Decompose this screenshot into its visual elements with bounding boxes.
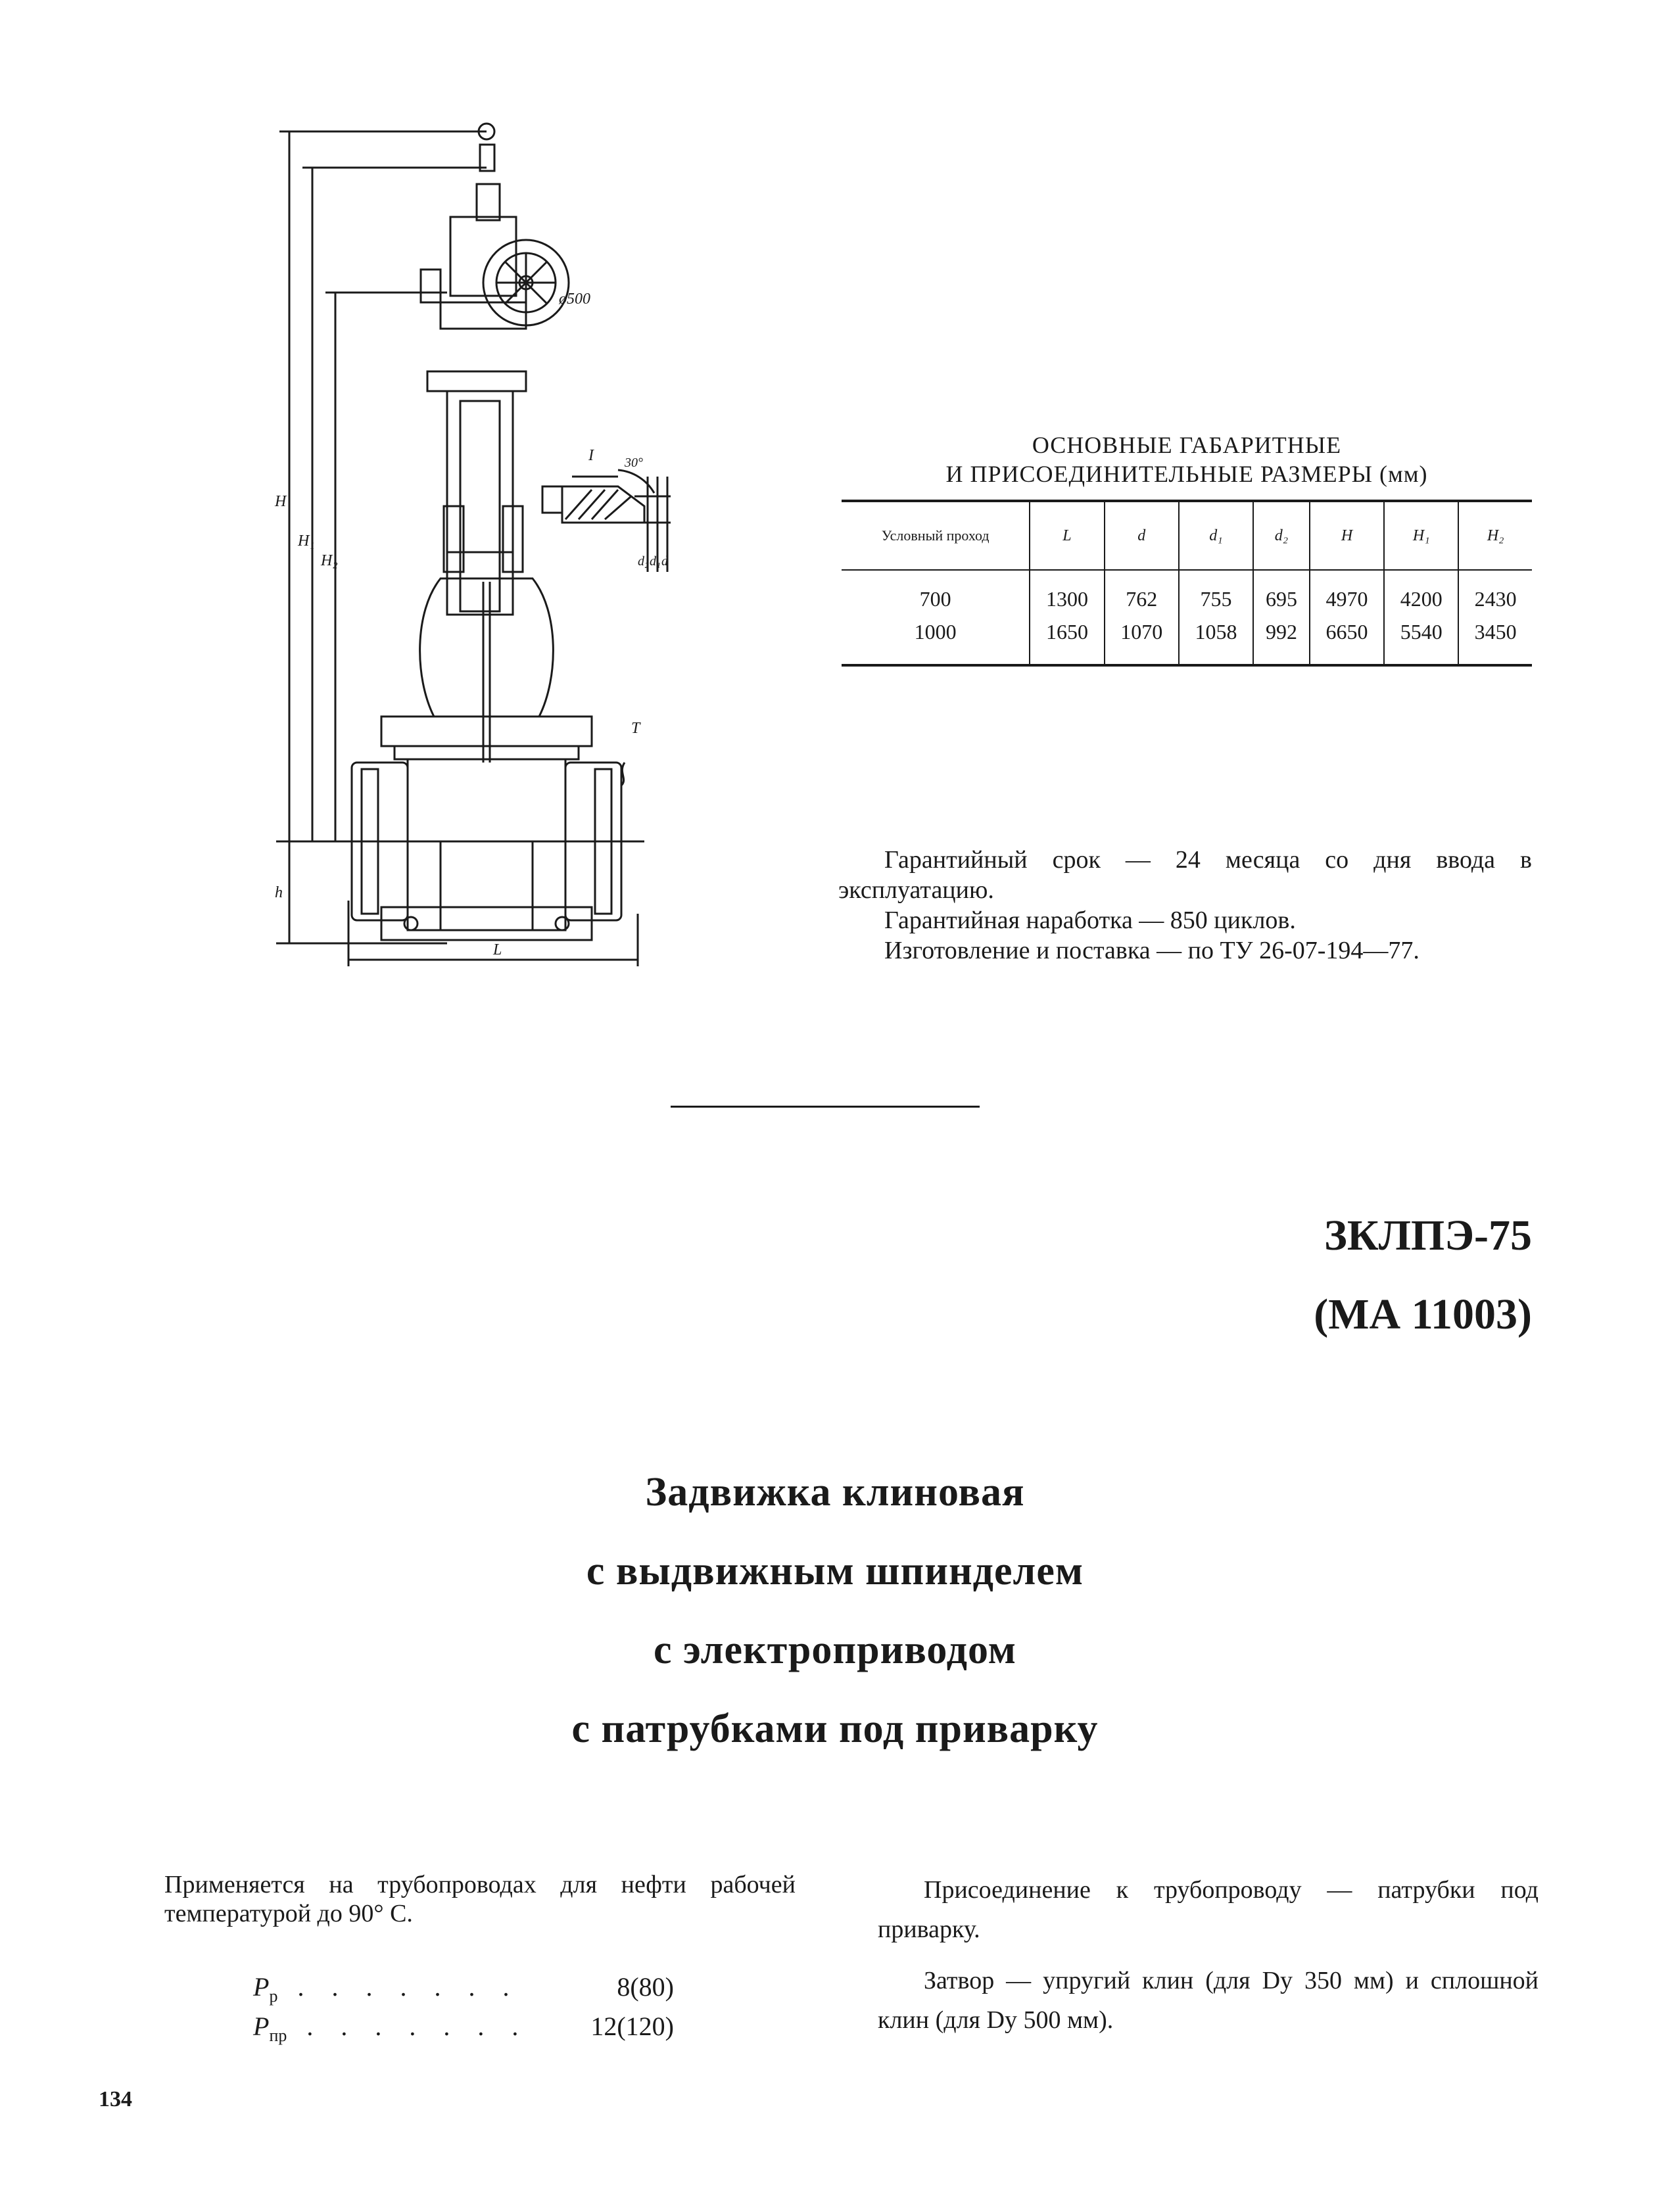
label-T: T — [631, 720, 640, 737]
table-cell: 1058 — [1179, 615, 1253, 665]
connection-text: Присоединение к трубопроводу — патрубки под приварку. — [878, 1876, 1539, 1943]
angle-label: 30° — [625, 456, 643, 470]
pressure-list — [253, 1972, 674, 2051]
valve-drawing-svg — [250, 112, 671, 986]
table-row — [842, 615, 1532, 665]
gate-text: Затвор — упругий клин (для Dу 350 мм) и сплошной клин (для Dу 500 мм). — [878, 1967, 1539, 2034]
leader-dots: . . . . . . . — [306, 2012, 529, 2041]
manufacture-spec: Изготовление и поставка — по ТУ 26-07-194—77. — [884, 937, 1420, 964]
label-h: h — [275, 884, 283, 901]
label-d1: d₁ — [650, 554, 661, 569]
pressure-row-working — [253, 1972, 674, 2012]
table-cell: 1650 — [1030, 615, 1104, 665]
table-cell: 762 — [1105, 570, 1179, 615]
title-line1: Задвижка клиновая — [645, 1470, 1025, 1515]
table-cell: 755 — [1179, 570, 1253, 615]
table-cell: 1300 — [1030, 570, 1104, 615]
table-cell: 6650 — [1310, 615, 1384, 665]
header-L: L — [1030, 501, 1104, 570]
table-header-row — [842, 501, 1532, 570]
table-title — [842, 431, 1532, 488]
header-d: d — [1105, 501, 1179, 570]
label-d: d — [661, 554, 668, 569]
model-code — [1314, 1196, 1532, 1354]
detail-label: I — [588, 447, 594, 464]
application-text: Применяется на трубопроводах для нефти рабочей температурой до 90° С. — [164, 1871, 796, 1927]
table-cell: 2430 — [1458, 570, 1532, 615]
diameter-label: ø500 — [559, 291, 590, 308]
table-cell: 700 — [919, 587, 951, 611]
model-code-alt: (МА 11003) — [1314, 1290, 1532, 1338]
title-line2: с выдвижным шпинделем — [586, 1549, 1084, 1593]
header-H1: H₁ — [1384, 501, 1458, 570]
warranty-notes — [838, 845, 1532, 966]
dimensions-table — [842, 500, 1532, 667]
label-H2: H₂ — [321, 552, 338, 569]
valve-drawing — [250, 112, 671, 986]
pressure-value: 12(120) — [590, 2012, 674, 2041]
warranty-cycles: Гарантийная наработка — 850 циклов. — [884, 906, 1296, 934]
pressure-row-test — [253, 2012, 674, 2051]
warranty-period: Гарантийный срок — 24 месяца со дня ввода в эксплуатацию. — [838, 846, 1532, 904]
title-line4: с патрубками под приварку — [571, 1706, 1099, 1751]
label-d2: d₂ — [638, 554, 649, 569]
section-divider — [671, 1106, 980, 1108]
table-cell: 4970 — [1310, 570, 1384, 615]
pressure-label: $P_{пр}$ — [253, 2012, 287, 2045]
table-cell: 4200 — [1384, 570, 1458, 615]
label-H1: H₁ — [298, 532, 315, 550]
table-cell: 1000 — [914, 620, 957, 644]
table-cell: 695 — [1253, 570, 1310, 615]
table-cell: 3450 — [1458, 615, 1532, 665]
right-column — [878, 1870, 1539, 2052]
product-title — [0, 1453, 1670, 1768]
page-number: 134 — [99, 2087, 132, 2111]
table-cell: 5540 — [1384, 615, 1458, 665]
pressure-value: 8(80) — [617, 1972, 674, 2002]
header-nominal-bore: Условный проход — [842, 501, 1030, 570]
header-d2: d₂ — [1253, 501, 1310, 570]
header-H2: H₂ — [1458, 501, 1532, 570]
table-title-line1: ОСНОВНЫЕ ГАБАРИТНЫЕ — [1032, 432, 1342, 458]
label-H: H — [275, 493, 287, 510]
label-L: L — [493, 941, 502, 958]
header-H: H — [1310, 501, 1384, 570]
table-cell: 1070 — [1105, 615, 1179, 665]
table-title-line2: И ПРИСОЕДИНИТЕЛЬНЫЕ РАЗМЕРЫ (мм) — [945, 461, 1428, 487]
left-column — [164, 1870, 796, 1928]
title-line3: с электроприводом — [653, 1628, 1017, 1672]
leader-dots: . . . . . . . — [297, 1972, 520, 2002]
table-row — [842, 570, 1532, 615]
model-code-primary: ЗКЛПЭ-75 — [1324, 1212, 1532, 1259]
table-cell: 992 — [1253, 615, 1310, 665]
header-d1: d₁ — [1179, 501, 1253, 570]
pressure-label: $P_р$ — [253, 1972, 278, 2006]
